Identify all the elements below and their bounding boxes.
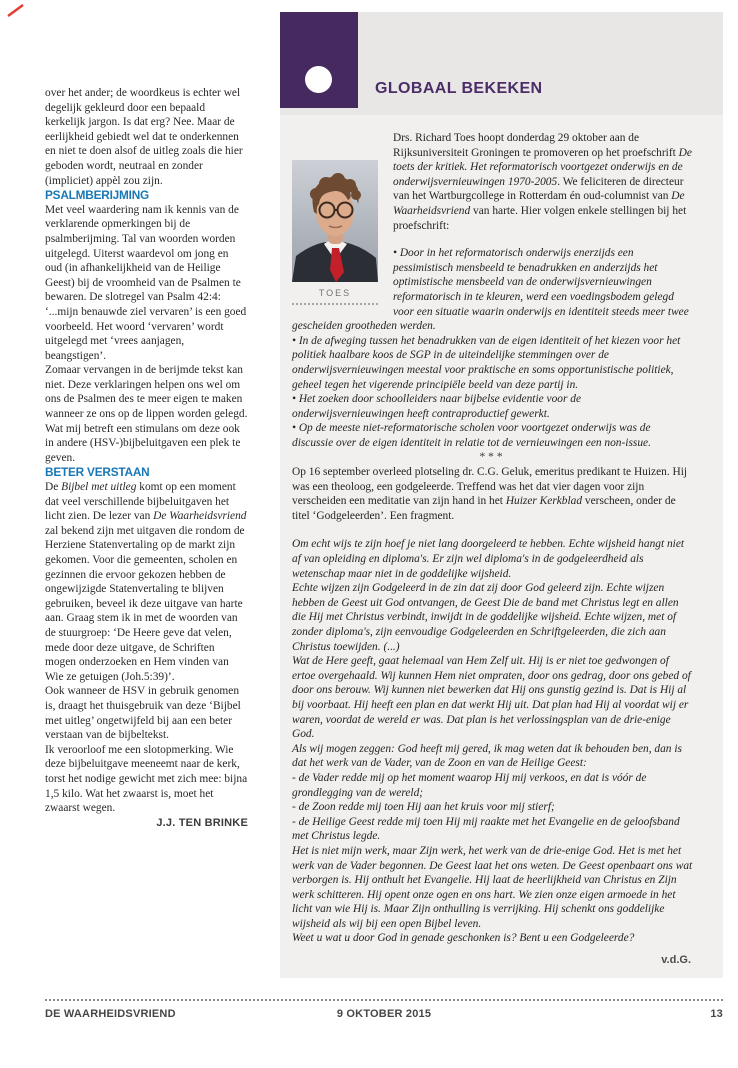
stelling-item: • Het zoeken door schoolleiders naar bijbelse evidentie voor de onderwijsvernieuwingen heeft contraproductief gewerkt. xyxy=(292,393,581,420)
globaal-bekeken-panel xyxy=(280,12,723,978)
fragment-paragraph: - de Heilige Geest redde mij toen Hij mij raakte met het Evangelie en de geloofsband met Christus legde. xyxy=(292,815,680,843)
fragment-paragraph: Het is niet mijn werk, maar Zijn werk, het werk van de drie-enige God. Het is met het werk van de Vader begonnen. De Geest laat het ons weten. De Geest openbaart ons wat verborgen is. Hij onthult het Evangelie. Hij laat de heerlijkheid van Christus en Zijn werk schitteren. Hij opent onze ogen en ons hart. We zien onze eigen armoede in het licht van wie Hij is. Maar Zijn onthulling is verrijking. Hij schenkt ons goddelijke wijsheid als wij bij een open Bijbel leven. xyxy=(292,844,693,930)
fragment-paragraph: Als wij mogen zeggen: God heeft mij gered, ik mag weten dat ik behouden ben, dan is dat het werk van de Vader, van de Zoon en van de Heilige Geest: xyxy=(292,742,682,770)
section-heading-psalmberijming: PSALMBERIJMING xyxy=(45,188,150,203)
text-segment: verscheen, onder de titel ‘Godgeleerden’. Een fragment. xyxy=(292,495,676,522)
left-paragraph: Ook wanneer de HSV in gebruik genomen is, draagt het thuisgebruik van deze ‘Bijbel met uitleg’ ongetwijfeld bij aan een beter verstaan van de bijbeltekst. xyxy=(45,685,241,742)
fragment-paragraph: Wat de Here geeft, gaat helemaal van Hem Zelf uit. Hij is er niet toe gedwongen of ertoe overgehaald. Wij kunnen Hem niet ompraten, door ons gedrag, door ons gebed of door ons berouw. Wij kunnen niet bewerken dat Hij ons gunstig gezind is. Dat is Hij al bij voorbaat. Hij heeft een plan en dat werkt Hij uit. Dat plan had Hij al voordat wij er waren, voordat de wereld er was. Dat plan is het verlossingsplan van de drie-enige God. xyxy=(292,655,691,741)
text-segment: van harte. Hier volgen enkele stellingen bij het proefschrift: xyxy=(393,204,687,232)
panel-header xyxy=(280,12,723,115)
magazine-title-italic: De Waarheidsvriend xyxy=(153,510,247,523)
page-footer xyxy=(45,1008,723,1024)
thesis-title-italic: De toets der kritiek. Het reformatorisch voortgezet onderwijs en de onderwijsvernieuwingen 1970-2005 xyxy=(393,146,692,188)
text-segment: Op 16 september overleed plotseling dr. C.G. Geluk, emeritus predikant te Huizen. Hij was een theoloog, een godgeleerde. Treffend was het dat vier dagen voor zijn verscheiden een meditatie van zijn hand in het xyxy=(292,466,688,508)
fragment-paragraph: Weet u wat u door God in genade geschonken is? Bent u een Godgeleerde? xyxy=(292,932,635,945)
photo-block xyxy=(292,160,378,305)
text-segment: De xyxy=(45,481,62,494)
footer-page-number: 13 xyxy=(710,1008,723,1020)
obituary-paragraph xyxy=(292,465,693,523)
fragment-paragraph: - de Vader redde mij op het moment waarop Hij mij verkoos, en dat is vóór de grondlegging van de wereld; xyxy=(292,771,647,799)
fragment-paragraph: Om echt wijs te zijn hoef je niet lang doorgeleerd te hebben. Echte wijsheid hangt niet af van opleiding en diploma's. Er zijn wel diploma's in de godgeleerdheid als wetenschap maar niet in de goddelijke wijsheid. xyxy=(292,538,685,580)
author-byline: J.J. TEN BRINKE xyxy=(156,816,248,829)
text-segment: . We feliciteren de directeur van het Wartburgcollege in Rotterdam én oud-columnist van xyxy=(393,175,684,203)
left-paragraph: Ik veroorloof me een slotopmerking. Wie deze bijbeluitgave meeneemt naar de kerk, torst het nodige gewicht met zich mee: bijna 1,5 kilo. Wat het zwaarst is, moet het zwaarst wegen. xyxy=(45,743,248,815)
text-segment: Drs. Richard Toes hoopt donderdag 29 oktober aan de Rijksuniversiteit Groningen te promoveren op het proefschrift xyxy=(393,132,679,159)
fragment-paragraph: Echte wijzen zijn Godgeleerd in de zin dat zij door God geleerd zijn. Echte wijzen hebben de Geest uit God ontvangen, de Geest Die de band met Christus legt en allen die Hij met Christus verbindt, inwijdt in de goddelijke wijsheid. Echte wijzen, met of zonder diploma's, zijn eenvoudige Godgeleerden en Schriftgeleerden, die zich aan Christus toewijden. (...) xyxy=(292,582,679,653)
periodical-title-italic: Huizer Kerkblad xyxy=(505,495,583,508)
red-corner-mark xyxy=(7,4,25,17)
footer-issue-date: 9 OKTOBER 2015 xyxy=(336,1008,432,1020)
rubric-logo-circle-icon xyxy=(305,66,332,93)
caption-dotted-rule xyxy=(292,303,378,305)
text-segment: komt op een moment dat veel verschillende bijbeluitgaven het licht zien. De lezer van xyxy=(45,481,236,523)
footer-dotted-rule xyxy=(45,999,723,1001)
left-paragraph: Zomaar vervangen in de berijmde tekst kan niet. Deze verklaringen helpen ons wel om ons de Psalmen des te meer eigen te maken wanneer ze ons op de lippen worden gelegd. Wat mij betreft een stimulans om deze ook in andere (HSV-)bijbeluitgaven een plek te geven. xyxy=(45,364,248,464)
text-segment: zal bekend zijn met uitgaven die rondom de Herziene Statenvertaling op de markt zijn gekomen. Voor die gemeenten, scholen en gezinnen die ervoor gekozen hebben de ongewijzigde Statenvertaling te blijven gebruiken, beveel ik deze uitgave van harte aan. Graag stem ik in met de woorden van de stuurgroep: ‘De Heere geve dat velen, mede door deze uitgave, de Schriften mogen onderzoeken en Hem vinden van Wie ze getuigen (Joh.5:39)’. xyxy=(45,524,245,683)
panel-title: GLOBAAL BEKEKEN xyxy=(375,80,543,97)
meditation-fragment xyxy=(292,537,693,946)
book-title-italic: Bijbel met uitleg xyxy=(61,481,137,494)
stelling-item: • In de afweging tussen het benadrukken van de eigen identiteit of het kiezen voor het politiek haalbare koos de SGP in de uiteindelijke stemmingen over de onderwijsvernieuwingen meestal voor praktische en soms opportunistische politiek, geheel tegen het vigerende principiële beeld van deze partij in. xyxy=(292,334,681,391)
magazine-title-italic: De Waarheidsvriend xyxy=(393,190,685,217)
asterisk-separator: *** xyxy=(479,451,506,464)
footer-magazine-name: DE WAARHEIDSVRIEND xyxy=(45,1008,176,1020)
panel-body xyxy=(280,115,723,968)
left-paragraph: over het ander; de woordkeus is echter wel degelijk gekleurd door een bepaald kerkelijk jargon. Is dat erg? Nee. Maar de eerlijkheid gebiedt wel dat te onderkennen en niet te doen alsof de uitleg zoals die hier geboden wordt, neutraal en zonder (impliciet) appèl zou zijn. xyxy=(45,87,243,187)
rubric-logo xyxy=(280,12,358,108)
fragment-paragraph: - de Zoon redde mij toen Hij aan het kruis voor mij stierf; xyxy=(292,801,555,814)
toes-portrait-photo xyxy=(292,160,378,282)
left-article-column xyxy=(45,86,248,830)
left-paragraph xyxy=(45,480,248,684)
stelling-item: • Op de meeste niet-reformatorische scholen voor voortgezet onderwijs was de discussie over de eigen identiteit in relatie tot de vernieuwingen een non-issue. xyxy=(292,422,651,449)
stelling-item: • Door in het reformatorisch onderwijs enerzijds een pessimistisch mensbeeld te benadrukken en anderzijds het optimistische mensbeeld van de onderwijsvernieuwingen reformatorisch in te kleuren, werd een voedingsbodem gelegd voor een situatie waarin onderwijs en identiteit steeds meer twee gescheiden grootheden werden. xyxy=(292,247,689,333)
left-paragraph: Met veel waardering nam ik kennis van de verklarende opmerkingen bij de psalmberijming. Tal van woorden worden uitgelegd. Uiterst waardevol om jong en oud (in afhankelijkheid van de Heilige Geest) bij de vroomheid van de Psalmen te bewaren. De slotregel van Psalm 42:4: ‘...mijn benauwde ziel vervaren’ is een goed voorbeeld. Het woord ‘vervaren’ wordt uitgelegd met ‘vrees aanjagen, beangstigen’. xyxy=(45,203,247,362)
photo-caption: TOES xyxy=(318,288,352,298)
section-heading-beter-verstaan: BETER VERSTAAN xyxy=(45,465,150,480)
editor-signature: v.d.G. xyxy=(661,954,691,967)
